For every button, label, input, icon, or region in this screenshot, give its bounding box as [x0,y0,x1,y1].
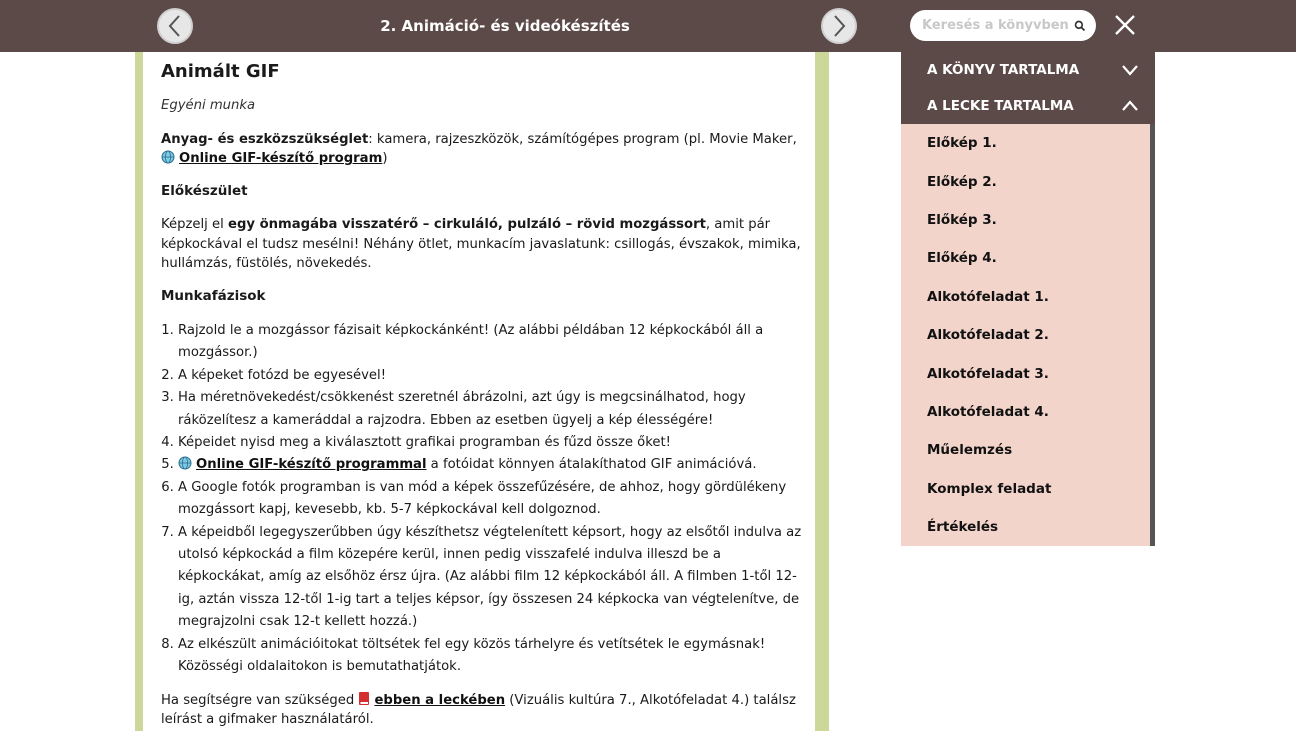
book-contents-label: A KÖNYV TARTALMA [927,62,1080,78]
step-item: 2. A képeket fotózd be egyesével! [178,365,805,387]
toc-panel [901,52,1155,546]
help-paragraph [161,691,805,730]
prep-text-end: , amit pár képkockával el tudsz mesélni! Néhány ötlet, munkacím javaslatunk: csillogás, évszakok, mimika, hullámzás, füstölés, növekedés. [161,217,801,271]
online-gif-maker-link-step[interactable]: Online GIF-készítő programmal [196,457,427,473]
prep-text-start: Képzelj el [161,217,228,232]
next-chapter-button[interactable] [821,8,857,44]
search-box [910,10,1096,41]
steps-list [161,320,805,679]
prep-paragraph [161,215,805,274]
toc-item[interactable]: Előkép 3. [927,211,997,228]
help-text-start: Ha segítségre van szükséged [161,692,359,708]
chevron-down-icon [1121,64,1139,76]
materials-close: ) [382,151,388,166]
step-item [178,454,805,476]
materials-label: Anyag- és eszközszükséglet [161,131,369,147]
book-contents-toggle[interactable] [901,52,1155,88]
toc-item[interactable]: Értékelés [927,519,999,536]
toc-item[interactable]: Alkotófeladat 3. [927,365,1049,382]
step-item: 8. Az elkészült animációitokat töltsétek fel egy közös tárhelyre és vetítsétek le egymásnak! Közösségi oldalaitokon is bemutathatjátok. [178,634,805,679]
toc-item[interactable]: Előkép 1. [927,135,997,152]
search-input[interactable] [920,17,1074,34]
toc-item[interactable]: Előkép 4. [927,250,997,267]
step5-text: a fotóidat könnyen átalakíthatod GIF animációvá. [426,457,757,473]
lesson-contents-toggle[interactable] [901,88,1155,124]
toc-item[interactable]: Alkotófeladat 2. [927,327,1049,344]
globe-icon [161,150,175,164]
previous-chapter-button[interactable] [157,8,193,44]
top-bar [0,0,1296,52]
task-title: Animált GIF [161,61,280,82]
chevron-right-icon [830,14,848,38]
chevron-up-icon [1121,100,1139,112]
chevron-left-icon [166,14,184,38]
lesson-link[interactable]: ebben a leckében [374,692,506,708]
step-item: 6. A Google fotók programban is van mód a képek összefűzésére, de ahhoz, hogy gördülékeny mozgássort kapj, kevesebb, kb. 5-7 képkockával kell dolgoznod. [178,477,805,522]
task-subtitle: Egyéni munka [161,98,256,113]
toc-item[interactable]: Alkotófeladat 4. [927,403,1049,420]
toc-item[interactable]: Műelemzés [927,442,1013,459]
lesson-content [143,52,815,731]
online-gif-maker-link[interactable]: Online GIF-készítő program [179,151,383,166]
toc-item[interactable]: Alkotófeladat 1. [927,288,1049,305]
prep-heading: Előkészület [161,182,248,199]
prep-bold: egy önmagába visszatérő – cirkuláló, pulzáló – rövid mozgássort [228,217,706,232]
lesson-contents-label: A LECKE TARTALMA [927,98,1074,114]
close-icon[interactable] [1112,12,1138,38]
toc-item[interactable]: Előkép 2. [927,173,997,190]
step-item: 3. Ha méretnövekedést/csökkenést szeretnél ábrázolni, azt úgy is megcsinálhatod, hogy ráközelítesz a kameráddal a rajzodra. Ebben az esetben ügyelj a kép élességére! [178,387,805,432]
lesson-contents-list [901,124,1155,546]
chapter-title: 2. Animáció- és videókészítés [380,17,630,35]
step-item: 4. Képeidet nyisd meg a kiválasztott grafikai programban és fűzd össze őket! [178,432,805,454]
materials-paragraph [161,130,805,169]
search-icon[interactable] [1074,18,1086,34]
materials-text: : kamera, rajzeszközök, számítógépes program (pl. Movie Maker, [368,131,797,147]
globe-icon [178,456,192,470]
book-icon [358,691,370,706]
steps-heading: Munkafázisok [161,287,266,304]
step-item: 1. Rajzold le a mozgássor fázisait képkockánként! (Az alábbi példában 12 képkockából áll a mozgássor.) [178,320,805,365]
toc-item[interactable]: Komplex feladat [927,480,1052,497]
step-item: 7. A képeidből legegyszerűbben úgy készíthetsz végtelenített képsort, hogy az elsőtől indulva az utolsó képkockád a film közepére kerül, innen pedig visszafelé indulva illeszd be a képkockákat, amíg az elsőhöz érsz újra. (Az alábbi film 12 képkockából áll. A filmben 1-től 12-ig, aztán vissza 12-től 1-ig tart a teljes képsor, így összesen 24 képkocka van végtelenítve, de megrajzolni csak 12-t kellett hozzá.) [178,522,805,634]
help-text-end: (Vizuális kultúra 7., Alkotófeladat 4.) találsz leírást a gifmaker használatáról. [161,692,796,727]
